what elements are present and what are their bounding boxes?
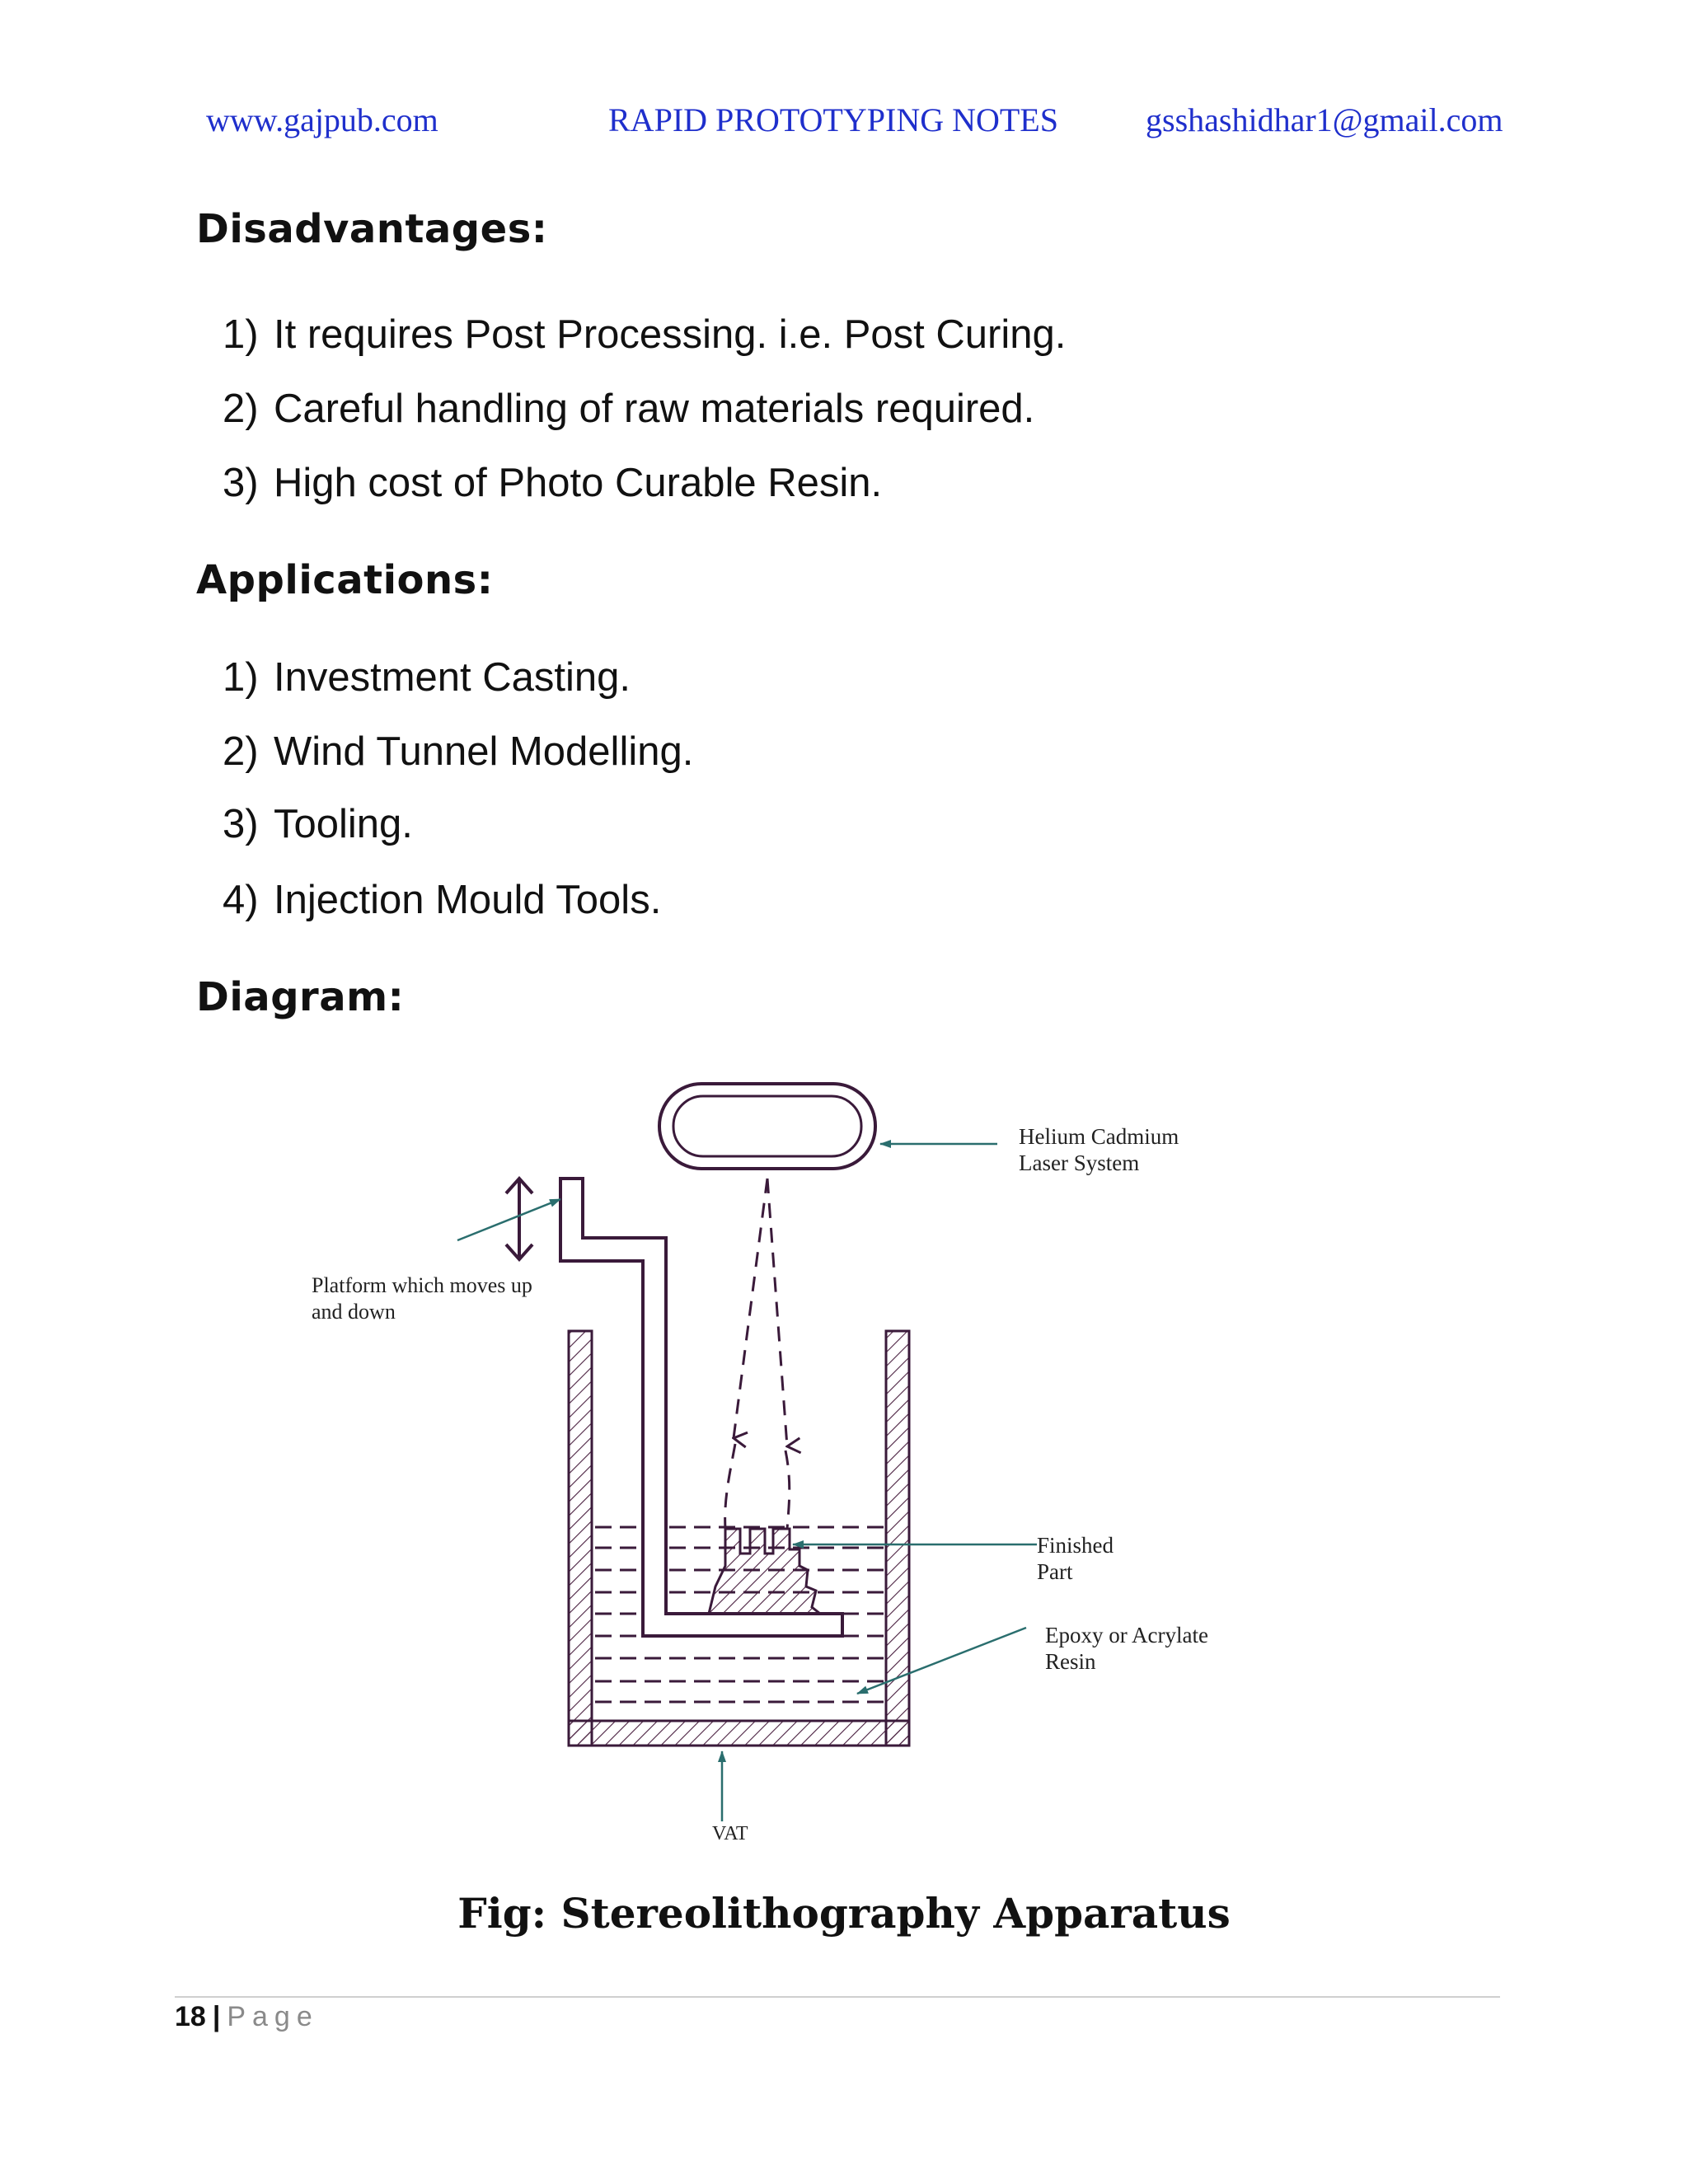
page-footer <box>175 2001 319 2033</box>
footer-separator: | <box>212 2001 221 2032</box>
list-text: Tooling. <box>274 802 413 846</box>
list-text: Wind Tunnel Modelling. <box>274 729 694 774</box>
part-label: Part <box>1037 1559 1073 1584</box>
list-number: 2) <box>223 729 259 774</box>
application-item <box>223 654 631 701</box>
laser-label: Helium Cadmium <box>1019 1124 1179 1149</box>
list-number: 1) <box>223 655 259 700</box>
header-title: RAPID PROTOTYPING NOTES <box>608 101 1058 138</box>
list-text: Careful handling of raw materials required. <box>274 387 1035 431</box>
finished-part <box>709 1529 820 1614</box>
laser-label: Laser System <box>1019 1151 1140 1175</box>
list-text: Injection Mould Tools. <box>274 878 662 922</box>
list-number: 3) <box>223 802 259 846</box>
platform-label: and down <box>312 1300 396 1324</box>
list-text: High cost of Photo Curable Resin. <box>274 461 883 505</box>
disadvantage-item <box>223 312 1066 358</box>
list-text: It requires Post Processing. i.e. Post Curing. <box>274 312 1067 357</box>
platform-label: Platform which moves up <box>312 1273 532 1297</box>
page-header <box>0 101 1688 150</box>
figure-caption: Fig: Stereolithography Apparatus <box>457 1889 1231 1938</box>
list-number: 2) <box>223 387 259 431</box>
laser-beams <box>725 1179 790 1529</box>
resin-label: Resin <box>1045 1649 1096 1674</box>
disadvantage-item <box>223 386 1034 432</box>
laser-system <box>659 1084 875 1169</box>
page-label: Page <box>227 2001 319 2032</box>
header-email[interactable]: gsshashidhar1@gmail.com <box>1146 101 1503 138</box>
vat-label: VAT <box>712 1823 748 1844</box>
list-number: 3) <box>223 461 259 505</box>
resin-label: Epoxy or Acrylate <box>1045 1623 1208 1647</box>
list-number: 4) <box>223 878 259 922</box>
list-number: 1) <box>223 312 259 357</box>
diagram-heading: Diagram: <box>196 974 405 1020</box>
application-item <box>223 801 413 847</box>
part-label: Finished <box>1037 1533 1114 1558</box>
applications-heading: Applications: <box>196 557 494 603</box>
application-item <box>223 729 693 775</box>
disadvantage-item <box>223 460 882 506</box>
footer-divider <box>175 1996 1500 1998</box>
page-number: 18 <box>175 2001 206 2032</box>
stereolithography-diagram <box>297 1067 1245 1858</box>
disadvantages-heading: Disadvantages: <box>196 206 548 252</box>
list-text: Investment Casting. <box>274 655 631 700</box>
application-item <box>223 877 661 923</box>
header-website[interactable]: www.gajpub.com <box>206 101 438 138</box>
